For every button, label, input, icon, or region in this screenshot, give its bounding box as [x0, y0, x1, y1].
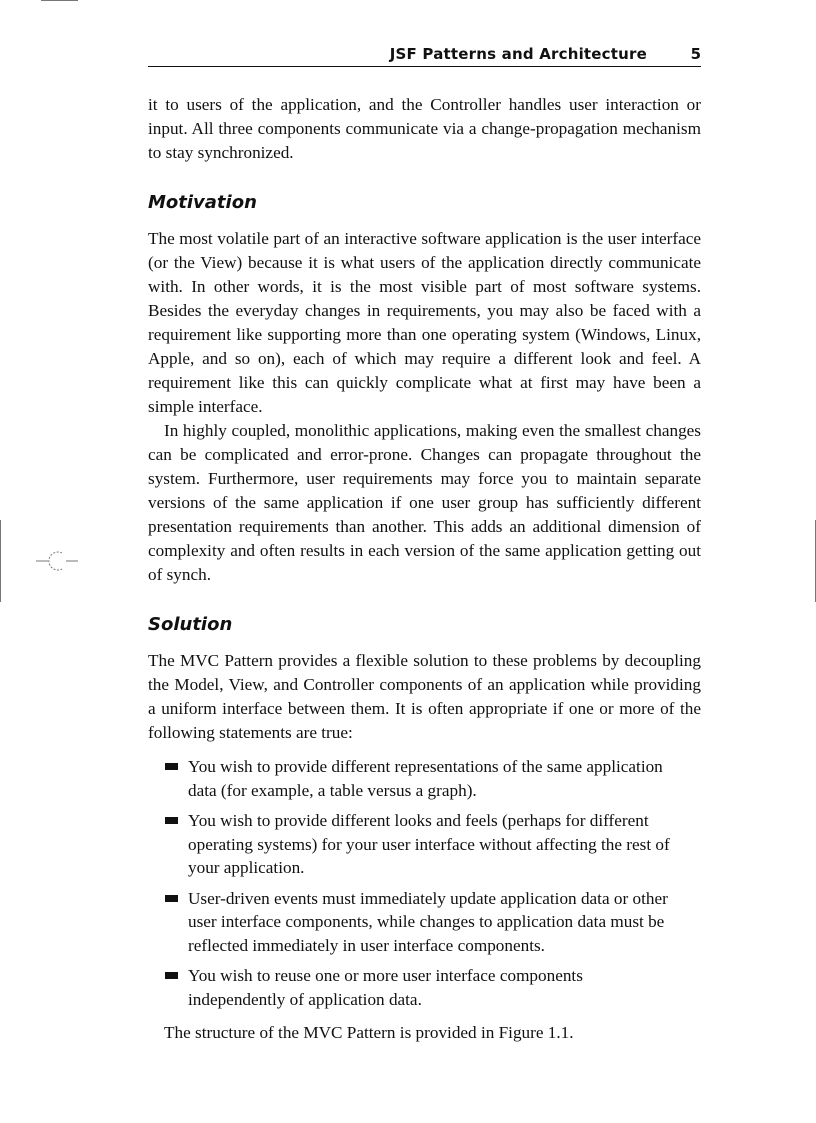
solution-heading: Solution — [148, 614, 233, 635]
running-header — [148, 44, 701, 67]
crop-mark-top — [41, 0, 78, 1]
motivation-paragraph: In highly coupled, monolithic applications, making even the smallest changes can be complicated and error-prone. Changes can propagate throughout the system. Furthermore, user requirements may force you to maintain separate versions of the same application if one user group has sufficiently different presentation requirements than another. This adds an additional dimension of complexity and often results in each version of the same application getting out of synch. — [148, 421, 701, 584]
page-body — [148, 93, 701, 1045]
crop-mark-left — [0, 520, 1, 602]
motivation-paragraph: The most volatile part of an interactive software application is the user interface (or the View) because it is what users of the application directly communicate with. In other words, it is the most visible part of most software systems. Besides the everyday changes in requirements, you may also be faced with a requirement like supporting more than one operating system (Windows, Linux, Apple, and so on), each of which may require a different look and feel. A requirement like this can quickly complicate what at first may have been a simple interface. — [148, 229, 701, 416]
solution-intro-paragraph: The MVC Pattern provides a flexible solution to these problems by decoupling the Model, View, and Controller components of an application while providing a uniform interface between them. It is often appropriate if one or more of the following statements are true: — [148, 651, 701, 742]
list-item-text: You wish to provide different representations of the same application data (for example, a table versus a graph). — [188, 757, 663, 800]
conditions-list — [148, 755, 701, 1011]
registration-mark-icon — [36, 550, 78, 572]
closing-paragraph: The structure of the MVC Pattern is provided in Figure 1.1. — [164, 1023, 574, 1042]
intro-paragraph: it to users of the application, and the Controller handles user interaction or input. All three components communicate via a change-propagation mechanism to stay synchronized. — [148, 95, 701, 162]
motivation-heading: Motivation — [148, 192, 257, 213]
square-bullet-icon — [165, 895, 178, 902]
list-item-text: You wish to provide different looks and feels (perhaps for different operating systems) for your user interface without affecting the rest of your application. — [188, 811, 670, 877]
list-item-text: User-driven events must immediately update application data or other user interface components, while changes to application data must be reflected immediately in user interface components. — [188, 888, 668, 955]
running-header-title: JSF Patterns and Architecture — [389, 45, 647, 63]
list-item — [148, 887, 681, 958]
square-bullet-icon — [165, 763, 178, 770]
list-item — [148, 964, 681, 1011]
square-bullet-icon — [165, 972, 178, 979]
list-item — [148, 755, 681, 802]
list-item — [148, 809, 681, 880]
page-number: 5 — [690, 45, 701, 63]
list-item-text: You wish to reuse one or more user interface components independently of application data. — [188, 966, 583, 1009]
square-bullet-icon — [165, 817, 178, 824]
